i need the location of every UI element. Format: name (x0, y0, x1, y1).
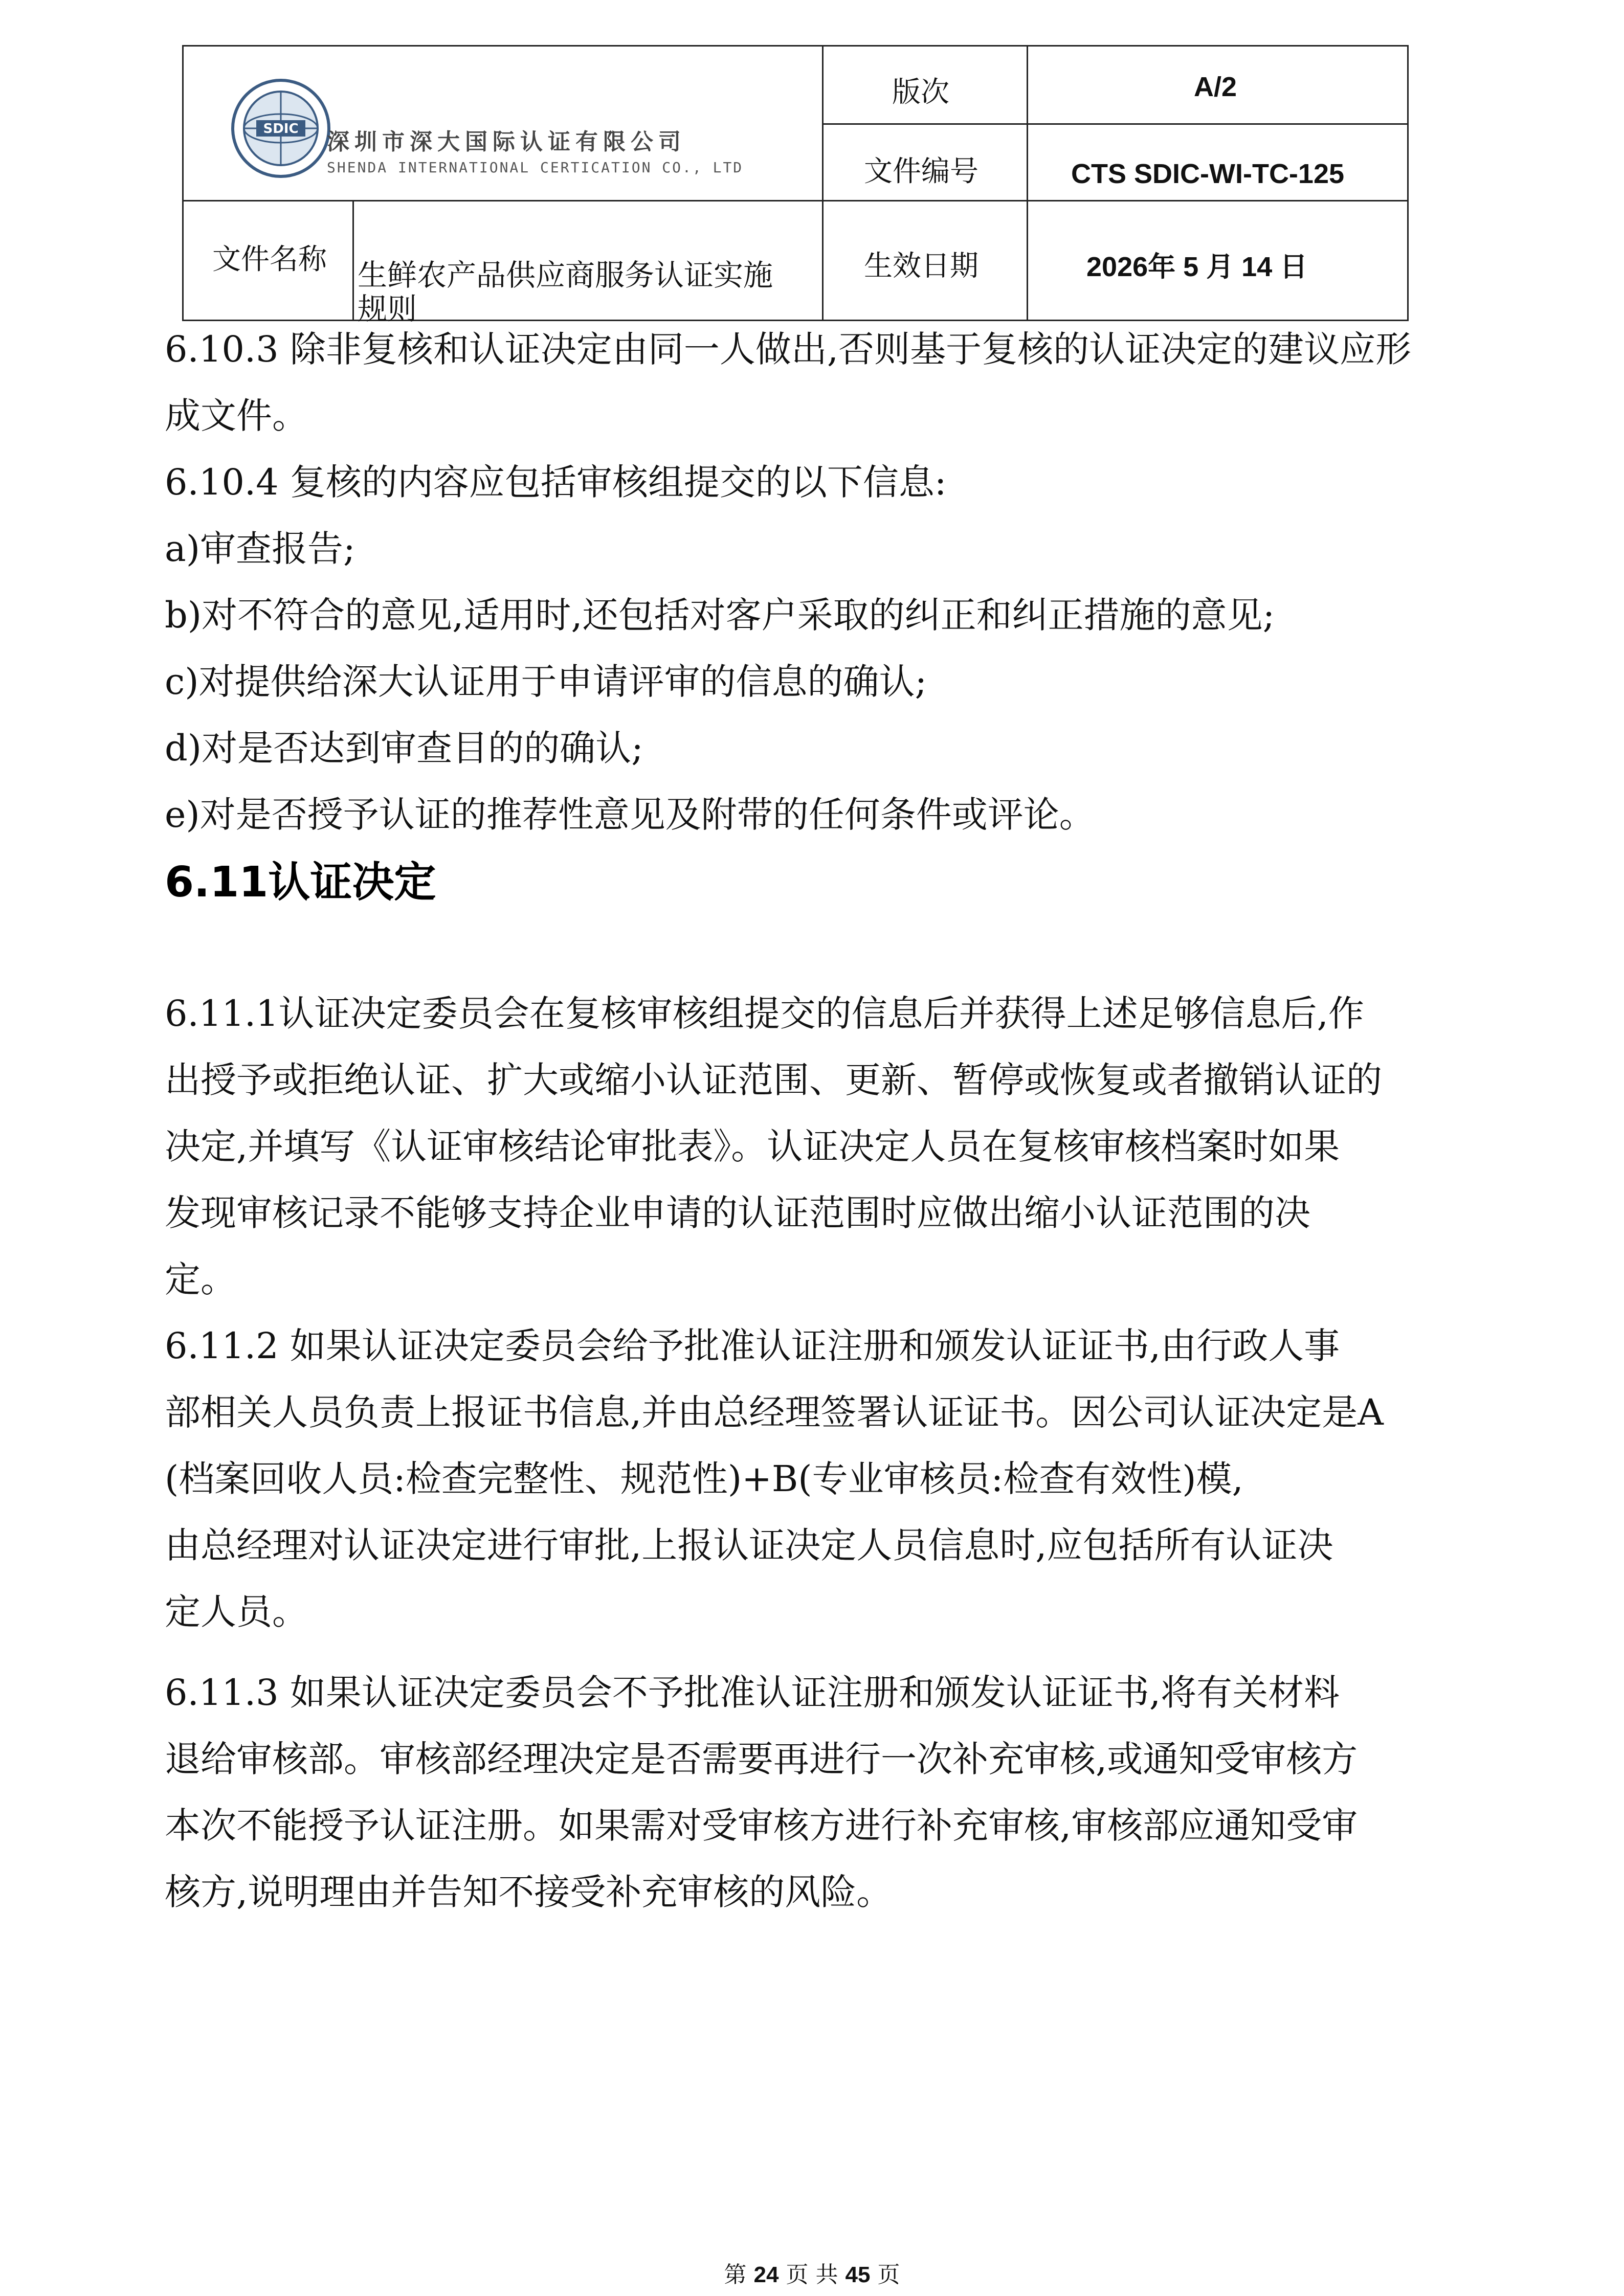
paragraph-line: 6.11.3 如果认证决定委员会不予批准认证注册和颁发认证证书,将有关材料 (165, 1672, 1340, 1714)
paragraph-line: 本次不能授予认证注册。如果需对受审核方进行补充审核,审核部应通知受审 (165, 1805, 1358, 1847)
page-footer (0, 2256, 1624, 2289)
body-line: b)对不符合的意见,适用时,还包括对客户采取的纠正和纠正措施的意见; (165, 594, 1275, 636)
doc-name-label: 文件名称 (212, 243, 327, 276)
body-line: a)审查报告; (165, 528, 355, 570)
doc-name-value-line1: 生鲜农产品供应商服务认证实施 (358, 258, 773, 292)
page-total: 45 (845, 2262, 871, 2287)
version-value: A/2 (1194, 72, 1237, 102)
body-line: 6.10.4 复核的内容应包括审核组提交的以下信息: (165, 461, 947, 503)
page-number: 24 (753, 2262, 779, 2287)
body-line: c)对提供给深大认证用于申请评审的信息的确认; (165, 661, 927, 703)
body-line: d)对是否达到审查目的的确认; (165, 727, 643, 769)
doc-name-value-line2: 规则 (358, 291, 417, 326)
header-table (182, 45, 1409, 326)
body-line: 成文件。 (165, 395, 308, 437)
paragraph-line: (档案回收人员:检查完整性、规范性)+B(专业审核员:检查有效性)模, (165, 1458, 1243, 1500)
logo-text: SDIC (263, 121, 299, 137)
paragraph-line: 退给审核部。审核部经理决定是否需要再进行一次补充审核,或通知受审核方 (165, 1738, 1358, 1780)
paragraph-line: 定。 (165, 1258, 236, 1300)
doc-number-label: 文件编号 (864, 155, 978, 188)
footer-middle: 页 共 (786, 2262, 838, 2288)
body-line: e)对是否授予认证的推荐性意见及附带的任何条件或评论。 (165, 794, 1095, 836)
company-name-en: SHENDA INTERNATIONAL CERTICATION CO., LTD (327, 159, 744, 176)
footer-prefix: 第 (724, 2262, 747, 2288)
doc-number-value: CTS SDIC-WI-TC-125 (1071, 159, 1345, 189)
company-logo (230, 77, 895, 195)
paragraph-line: 出授予或拒绝认证、扩大或缩小认证范围、更新、暂停或恢复或者撤销认证的 (165, 1059, 1382, 1101)
company-seal-icon (230, 77, 332, 179)
section-heading: 6.11认证决定 (165, 858, 436, 907)
effective-date-label: 生效日期 (864, 250, 978, 283)
version-label: 版次 (892, 76, 949, 109)
paragraph-line: 6.11.2 如果认证决定委员会给予批准认证注册和颁发认证证书,由行政人事 (165, 1325, 1340, 1367)
paragraph-line: 发现审核记录不能够支持企业申请的认证范围时应做出缩小认证范围的决 (165, 1192, 1310, 1234)
footer-suffix: 页 (877, 2262, 900, 2288)
paragraph-line: 部相关人员负责上报证书信息,并由总经理签署认证证书。因公司认证决定是A (165, 1391, 1384, 1433)
paragraph-line: 6.11.1认证决定委员会在复核审核组提交的信息后并获得上述足够信息后,作 (165, 993, 1364, 1034)
paragraph-line: 决定,并填写《认证审核结论审批表》。认证决定人员在复核审核档案时如果 (165, 1126, 1340, 1167)
paragraph-line: 定人员。 (165, 1591, 308, 1633)
body-line: 6.10.3 除非复核和认证决定由同一人做出,否则基于复核的认证决定的建议应形 (165, 328, 1412, 370)
effective-date-value: 2026年 5 月 14 日 (1086, 252, 1308, 282)
company-name-cn: 深圳市深大国际认证有限公司 (327, 129, 686, 155)
paragraph-line: 核方,说明理由并告知不接受补充审核的风险。 (165, 1871, 893, 1913)
paragraph-line: 由总经理对认证决定进行审批,上报认证决定人员信息时,应包括所有认证决 (165, 1524, 1333, 1566)
